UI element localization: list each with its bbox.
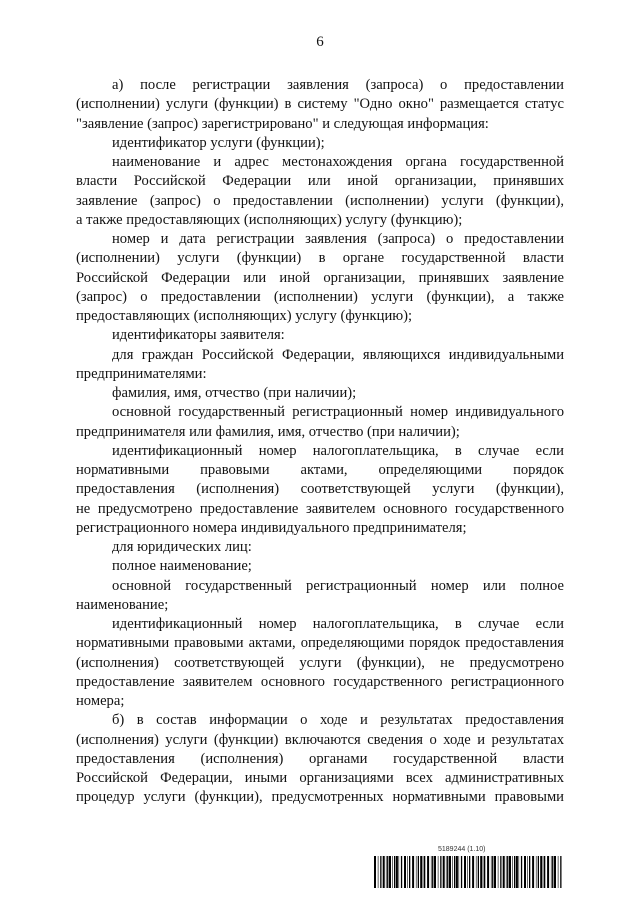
text-line: наименование и адрес местонахождения органа государственной xyxy=(112,154,564,170)
text-line: (исполнении) услуги (функции) в органе государственной власти xyxy=(76,250,564,267)
document-stamp: 5189244 (1.10) xyxy=(438,846,486,853)
text-line: идентификационный номер налогоплательщика, в случае если xyxy=(112,616,564,632)
text-line: номера; xyxy=(76,693,125,709)
text-line: наименование; xyxy=(76,596,169,613)
text-line: идентификаторы заявителя: xyxy=(112,327,285,344)
text-line: (исполнения) соответствующей услуги (функции), не предусмотрено xyxy=(76,654,564,671)
text-line: регистрационного номера индивидуального предпринимателя; xyxy=(76,519,467,536)
page-number: 6 xyxy=(316,34,324,50)
text-line: б) в состав информации о ходе и результатах предоставления xyxy=(112,712,564,729)
text-line: полное наименование; xyxy=(112,558,252,575)
text-line: предпринимателями: xyxy=(76,365,207,382)
text-line: Российской Федерации или иной организации, принявших заявление xyxy=(76,269,564,286)
text-line: власти Российской Федерации или иной организации, принявших xyxy=(76,173,564,190)
text-line: номер и дата регистрации заявления (запроса) о предоставлении xyxy=(112,231,564,247)
text-line: основной государственный регистрационный номер индивидуального xyxy=(112,404,564,421)
text-line: предоставления (исполнения) органами государственной власти xyxy=(76,750,564,767)
barcode-icon xyxy=(374,856,564,888)
text-line: для юридических лиц: xyxy=(112,539,252,555)
text-line: (исполнения) услуги (функции) включаются сведения о ходе и результатах xyxy=(76,731,564,748)
text-line: основной государственный регистрационный номер или полное xyxy=(112,577,564,594)
text-line: предоставляющих (исполняющих) услугу (функцию); xyxy=(76,308,413,324)
text-line: (запрос) о предоставлении (исполнении) услуги (функции), а также xyxy=(76,288,564,305)
text-line: заявление (запрос) о предоставлении (исполнении) услуги (функции), xyxy=(76,192,564,209)
text-line: "заявление (запрос) зарегистрировано" и следующая информация: xyxy=(76,115,489,132)
document-body xyxy=(76,76,564,808)
text-line: фамилия, имя, отчество (при наличии); xyxy=(112,385,357,401)
text-line: идентификационный номер налогоплательщика, в случае если xyxy=(112,442,564,459)
text-line: предоставления (исполнения) соответствующей услуги (функции), xyxy=(76,481,564,498)
text-line: а) после регистрации заявления (запроса) о предоставлении xyxy=(112,77,564,93)
text-line: предоставление заявителем основного государственного регистрационного xyxy=(76,673,564,690)
text-line: нормативными правовыми актами, определяющими порядок xyxy=(76,462,564,478)
text-line: предпринимателя или фамилия, имя, отчество (при наличии); xyxy=(76,423,460,440)
text-line: Российской Федерации, иными организациями всех административных xyxy=(76,770,564,786)
text-line: (исполнении) услуги (функции) в систему "Одно окно" размещается статус xyxy=(76,96,564,113)
text-line: а также предоставляющих (исполняющих) услугу (функцию); xyxy=(76,211,463,228)
text-line: нормативными правовыми актами, определяющими порядок предоставления xyxy=(76,635,564,652)
text-line: не предусмотрено предоставление заявителем основного государственного xyxy=(76,500,564,517)
text-line: процедур услуги (функции), предусмотренных нормативными правовыми xyxy=(76,789,564,806)
text-line: для граждан Российской Федерации, являющихся индивидуальными xyxy=(112,346,564,363)
text-line: идентификатор услуги (функции); xyxy=(112,134,325,151)
